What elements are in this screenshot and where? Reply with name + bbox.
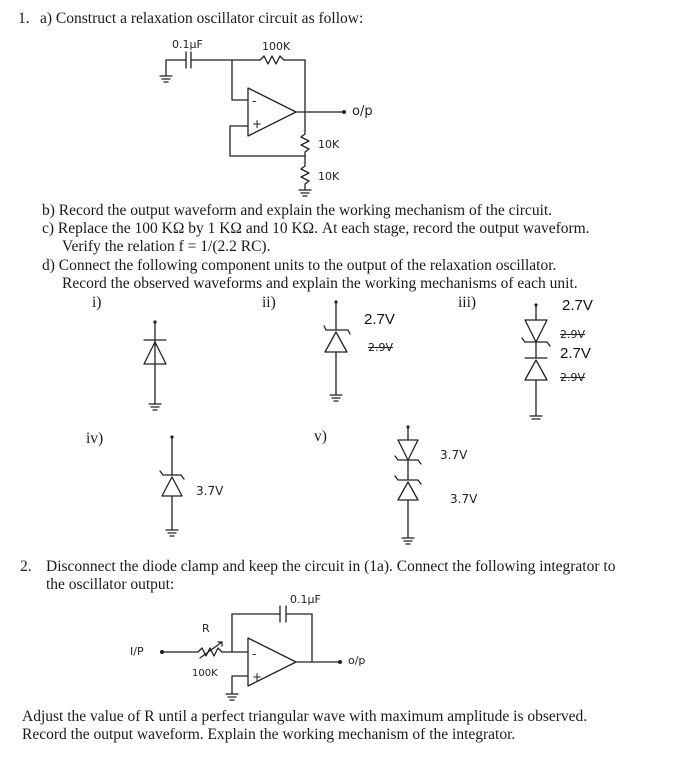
unit-iv-zener bbox=[160, 435, 184, 536]
int-cap-label: 0.1μF bbox=[290, 593, 321, 606]
int-opamp-minus: - bbox=[252, 647, 257, 661]
osc-feedback-res-label: 100K bbox=[262, 40, 291, 53]
q1-part-a: a) Construct a relaxation oscillator circuit as follow: bbox=[40, 10, 364, 27]
osc-divider-top-resistor bbox=[301, 112, 309, 156]
unit-iii-double-zener bbox=[522, 303, 550, 419]
q2-after-line1: Adjust the value of R until a perfect triangular wave with maximum amplitude is observed. bbox=[22, 708, 588, 725]
unit-v-zener-bottom-voltage: 3.7V bbox=[450, 492, 478, 506]
q2-text-line1: Disconnect the diode clamp and keep the circuit in (1a). Connect the following integrator to bbox=[46, 558, 616, 575]
osc-div-top-res-label: 10K bbox=[318, 138, 340, 151]
q1-part-c-line1: c) Replace the 100 KΩ by 1 KΩ and 10 KΩ. At each stage, record the output waveform. bbox=[42, 220, 590, 237]
integrator-circuit bbox=[160, 606, 342, 700]
int-opamp bbox=[248, 638, 296, 686]
osc-output-label: o/p bbox=[352, 104, 373, 119]
q1-number: 1. bbox=[18, 10, 30, 27]
int-res-value-label: 100K bbox=[192, 668, 218, 679]
unit-ii-zener-voltage: 2.7V bbox=[364, 311, 395, 328]
osc-feedback-resistor bbox=[260, 56, 284, 64]
osc-divider-bottom-resistor bbox=[301, 156, 309, 190]
int-opamp-plus: + bbox=[252, 670, 263, 684]
unit-iii-top-voltage: 2.7V bbox=[562, 297, 593, 314]
q1-part-d-line1: d) Connect the following component units to the output of the relaxation oscillator. bbox=[42, 257, 557, 274]
int-output-label: o/p bbox=[348, 654, 366, 667]
osc-output-terminal bbox=[342, 110, 346, 114]
unit-iii-bottom-voltage: 2.9V bbox=[560, 371, 586, 384]
int-output-terminal bbox=[338, 660, 342, 664]
q1-part-d-line2: Record the observed waveforms and explain the working mechanisms of each unit. bbox=[62, 275, 578, 292]
osc-cap-label: 0.1μF bbox=[172, 38, 203, 51]
unit-v-double-zener bbox=[395, 425, 421, 544]
q1-part-b: b) Record the output waveform and explain the working mechanism of the circuit. bbox=[42, 202, 553, 219]
osc-div-bottom-res-label: 10K bbox=[318, 170, 340, 183]
q2-text-line2: the oscillator output: bbox=[46, 576, 175, 593]
q1-part-c-line2: Verify the relation f = 1/(2.2 RC). bbox=[62, 238, 271, 255]
unit-iii-struck-voltage: 2.9V bbox=[560, 328, 586, 341]
oscillator-circuit bbox=[160, 52, 346, 196]
unit-i-diode bbox=[144, 320, 166, 410]
unit-ii-diode-voltage: 2.9V bbox=[368, 341, 394, 354]
int-input-label: I/P bbox=[130, 645, 144, 658]
unit-v-label: v) bbox=[314, 428, 327, 445]
osc-opamp-plus: + bbox=[252, 117, 263, 131]
unit-iv-label: iv) bbox=[86, 430, 104, 447]
osc-opamp bbox=[248, 88, 296, 136]
unit-v-zener-top-voltage: 3.7V bbox=[440, 448, 468, 462]
osc-opamp-minus: - bbox=[252, 94, 257, 108]
unit-ii-label: ii) bbox=[262, 294, 276, 311]
unit-i-label: i) bbox=[92, 294, 102, 311]
unit-iii-label: iii) bbox=[458, 294, 477, 311]
q2-after-line2: Record the output waveform. Explain the working mechanism of the integrator. bbox=[22, 726, 516, 743]
unit-iii-zener-voltage: 2.7V bbox=[560, 345, 591, 362]
unit-ii-zener-diode bbox=[324, 300, 350, 401]
q2-number: 2. bbox=[20, 558, 32, 575]
int-res-label: R bbox=[202, 622, 210, 635]
unit-iv-zener-voltage: 3.7V bbox=[196, 484, 224, 498]
int-resistor bbox=[198, 648, 222, 656]
